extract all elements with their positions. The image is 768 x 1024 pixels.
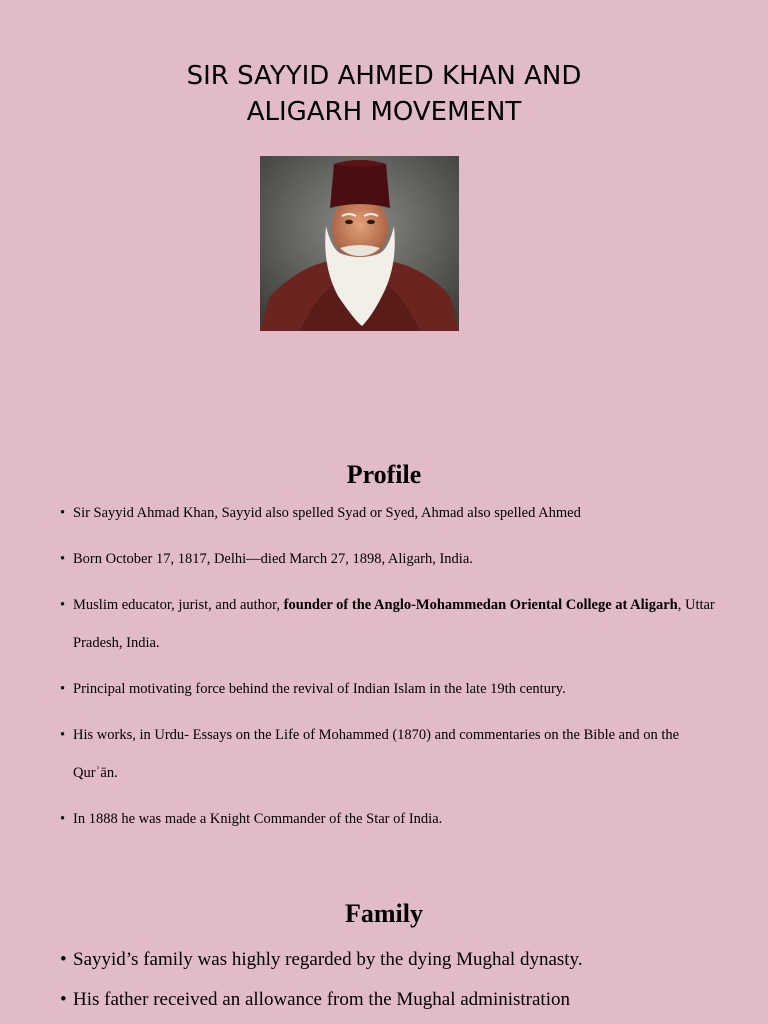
- list-item: [60, 670, 720, 708]
- list-item-text: Muslim educator, jurist, and author,: [73, 597, 284, 613]
- family-list: [60, 940, 740, 1020]
- title-line-2: ALIGARH MOVEMENT: [246, 97, 522, 127]
- portrait-image: [260, 156, 459, 331]
- list-item-text: Born October 17, 1817, Delhi—died March 27, 1898, Aligarh, India.: [73, 551, 473, 567]
- title-line-1: SIR SAYYID AHMED KHAN AND: [186, 61, 582, 91]
- list-item-bold-text: founder of the Anglo-Mohammedan Oriental College at Aligarh: [283, 597, 678, 613]
- family-heading: Family: [345, 899, 423, 928]
- list-item-text: Sir Sayyid Ahmad Khan, Sayyid also spelled Syad or Syed, Ahmad also spelled Ahmed: [73, 505, 581, 521]
- list-item: [60, 980, 740, 1020]
- list-item: [60, 540, 720, 578]
- list-item: [60, 586, 720, 662]
- list-item: [60, 494, 720, 532]
- list-item-text: His works, in Urdu- Essays on the Life of Mohammed (1870) and commentaries on the Bible and on the Qurʾān.: [73, 727, 680, 781]
- profile-list: [60, 494, 720, 846]
- page-title: [0, 58, 768, 130]
- portrait-illustration: [260, 156, 459, 331]
- list-item-text: Sayyid’s family was highly regarded by the dying Mughal dynasty.: [73, 949, 583, 970]
- list-item-text: His father received an allowance from the Mughal administration: [73, 989, 570, 1010]
- list-item-text: In 1888 he was made a Knight Commander of the Star of India.: [73, 811, 443, 827]
- list-item-text: Principal motivating force behind the revival of Indian Islam in the late 19th century.: [73, 681, 566, 697]
- list-item-text: , Uttar Pradesh, India.: [73, 597, 715, 651]
- list-item: [60, 800, 720, 838]
- list-item: [60, 716, 720, 792]
- profile-heading: Profile: [346, 460, 422, 489]
- list-item: [60, 940, 740, 980]
